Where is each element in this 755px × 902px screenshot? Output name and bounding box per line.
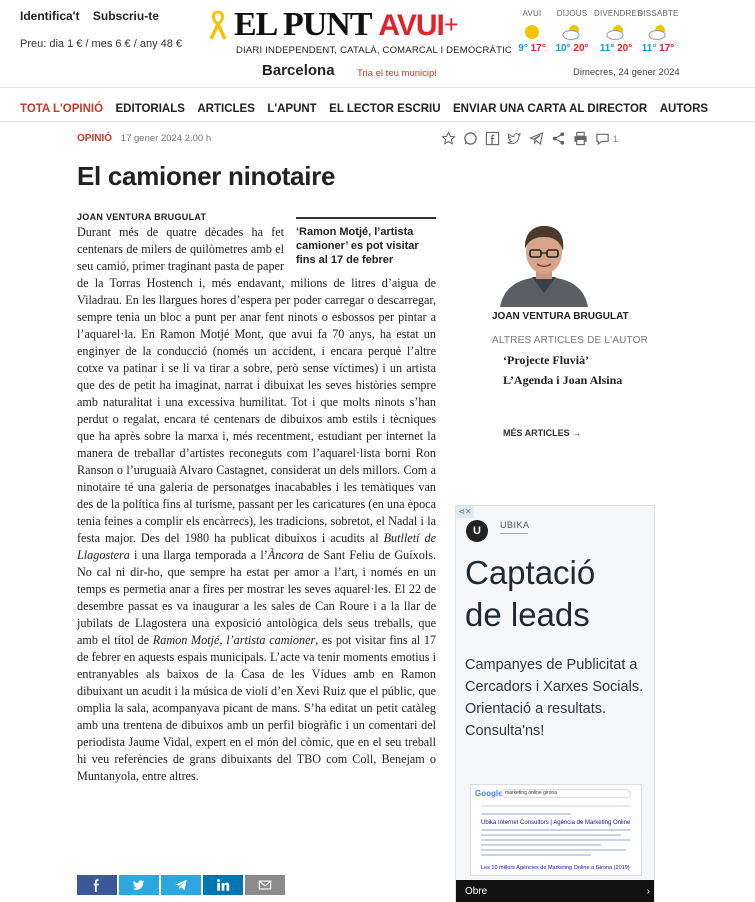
ad-banner[interactable] (455, 505, 655, 902)
weather-day (594, 9, 643, 54)
body-text: , es pot visitar fins al 17 de febrer en aquests espais municipals. L’acte va tenir moments emotius i entranyables als baixos de la Casa de les Vídues amb en Ramon dibuixant un acudit i la música de violí d’en Xevi Ruiz que el públic, que omplia la sala, acompanyava picant de mans. S’ha editat un petit catàleg amb una trentena de dibuixos amb un perfil biogràfic i un comentari del periodista Jaume Vidal, expert en el món del còmic, que en el seu treball hi veu referències de grans dibuixants del TBO com Coll, Benejam o Muntanyola, entre altres. (77, 633, 437, 783)
nav-item-editorials[interactable]: EDITORIALS (115, 103, 185, 115)
nav-item-articles[interactable]: ARTICLES (197, 103, 255, 115)
article-date: 17 gener 2024 2.00 h (120, 133, 212, 144)
article-title: El camioner ninotaire (77, 161, 336, 191)
nav-divider (0, 121, 755, 122)
linkedin-icon (216, 878, 230, 892)
more-articles-link[interactable]: MÉS ARTICLES → (503, 428, 582, 438)
print-icon[interactable] (573, 131, 588, 146)
body-emphasis: Ramon Motjé, l’artista camioner (152, 633, 316, 647)
partly-cloudy-icon (561, 23, 583, 41)
article-author[interactable]: JOAN VENTURA BRUGULAT (77, 212, 207, 222)
chevron-right-icon: › (646, 886, 650, 897)
weather-day-name: DISSABTE (637, 9, 679, 18)
comment-icon[interactable] (595, 131, 610, 146)
nav-item-reader-writes[interactable]: EL LECTOR ESCRIU (329, 103, 441, 115)
yellow-ribbon-icon (208, 10, 228, 40)
other-article-link[interactable]: L’Agenda i Joan Alsina (503, 373, 623, 387)
screenshot-result-title: Les 10 millors Agències de Marketing Online a Girona (2019) (481, 865, 630, 871)
nav-item-all-opinion[interactable]: TOTA L'OPINIÓ (20, 103, 104, 115)
sun-icon (521, 23, 543, 41)
city-name: Barcelona (262, 62, 335, 79)
share-icon[interactable] (551, 131, 566, 146)
ad-headline-line: Captació (465, 554, 596, 591)
temp-min: 10° (555, 43, 571, 54)
price-info: Preu: dia 1 € / mes 6 € / any 48 € (20, 38, 183, 50)
ad-search-screenshot (470, 784, 642, 876)
temp-max: 17° (659, 43, 675, 54)
sidebar-author-name[interactable]: JOAN VENTURA BRUGULAT (492, 311, 629, 322)
adchoices-icon[interactable]: ⊲✕ (456, 506, 474, 518)
comment-count: 1 (613, 133, 619, 144)
weather-day (636, 9, 680, 54)
screenshot-result-title: Ubika Internet Consultors | Agència de Marketing Online (481, 820, 631, 826)
ad-headline-line: de leads (465, 596, 590, 633)
logo-main: EL PUNT (234, 6, 379, 43)
weather-day (510, 9, 554, 54)
temp-max: 20° (617, 43, 633, 54)
email-share-button[interactable] (245, 875, 285, 895)
ad-headline (465, 552, 595, 636)
facebook-share-button[interactable] (77, 875, 117, 895)
section-label[interactable]: OPINIÓ (77, 133, 113, 144)
telegram-share-button[interactable] (161, 875, 201, 895)
article-meta (77, 133, 211, 144)
telegram-icon (174, 878, 188, 892)
ad-brand-underline (500, 533, 528, 534)
ad-open-label: Obre (465, 886, 488, 897)
facebook-icon[interactable] (485, 131, 500, 146)
bottom-share-bar (77, 875, 287, 895)
screenshot-search-bar: marketing online girona (501, 789, 631, 798)
body-text: Durant més de quatre dècades ha fet centenars de milers de quilòmetres amb el seu camió, primer traginant pasta de paper de la Torras Hostench i, més endavant, milions de litres d’aigua de Viladrau. En les llargues hores d’espera per poder carregar o descarregar, sempre tenia un bloc a punt per anar fent ninots o esbossos per pintar a l’aquarel·la. En Ramon Motjé Mont, que avui fa 70 anys, ha estat un enginyer de la conducció (només un accident, i encara perquè l’altre cotxe va patinar i se li va tirar a sobre, però sense víctimes) i un artista que des de petit ha imaginat, narrat i dibuixat les seves històries sempre amb naturalitat i una excessiva humilitat. Tot i que molts ninots s’han perdut o regalat, encara té centenars de dibuixos amb estils i tècniques que ha après sobre la marxa i, més recentment, estudiant per internet la manera de treballar d’artistes reconeguts com l’aquarel·lista borni Ron Ranson o l’uruguaià Alvaro Castagnet, considerat un dels millors. Com a ninotaire té una galeria de personatges inacabables i les temàtiques van des de la política fins al turisme, passant per les caricatures (en una època tenia feines a complir els encàrrecs), les tradicions, sobretot, el Nadal i la festa major. Des del 1980 ha publicat dibuixos i acudits al (77, 225, 436, 545)
current-date: Dimecres, 24 gener 2024 (573, 67, 680, 78)
logo-accent: AVUI (378, 9, 444, 42)
weather-day-name: DIJOUS (556, 9, 588, 18)
body-emphasis: Butlletí de Llagostera (77, 531, 436, 562)
ad-brand-name: UBIKA (500, 520, 530, 530)
whatsapp-icon[interactable] (463, 131, 478, 146)
other-articles-label: ALTRES ARTICLES DE L'AUTOR (492, 335, 649, 346)
ad-open-button[interactable] (456, 880, 655, 902)
body-emphasis: Àncora (267, 548, 304, 562)
other-article-link[interactable]: ‘Projecte Fluvià’ (503, 353, 590, 367)
header-account (20, 9, 182, 50)
partly-cloudy-icon (605, 23, 627, 41)
pull-quote: ‘Ramon Motjé, l’artista camioner’ es pot visitar fins al 17 de febrer (296, 217, 436, 267)
temp-min: 11° (641, 43, 657, 54)
linkedin-share-button[interactable] (203, 875, 243, 895)
opinion-nav (20, 99, 716, 117)
choose-municipality-link[interactable]: Tria el teu municipi (357, 68, 437, 79)
weather-day-name: DIVENDRES (594, 9, 643, 18)
mail-icon (258, 878, 272, 892)
body-text: de Sant Feliu de Guíxols. No cal ni dir-ho, que sempre ha estat per amor a l’art, i només en un temps es permetia anar a fires per mostrar les seves aquarel·les. El 22 de desembre passat es va inaugurar a les sales de Can Roure i a la llar de jubilats de Llagostera una exposició antològica dels seus treballs, que amb el títol de (77, 548, 437, 647)
facebook-icon (90, 878, 104, 892)
nav-item-apunt[interactable]: L'APUNT (267, 103, 317, 115)
ad-copy: Campanyes de Publicitat a Cercadors i Xarxes Socials. Orientació a resultats. Consulta'ns! (465, 657, 644, 739)
ubika-logo: U (466, 520, 488, 542)
temp-max: 17° (530, 43, 546, 54)
google-logo: Google (475, 789, 503, 798)
nav-item-send-letter[interactable]: ENVIAR UNA CARTA AL DIRECTOR (453, 103, 648, 115)
weather-day (550, 9, 594, 54)
article-body (77, 224, 436, 785)
subscribe-link[interactable]: Subscriu-te (92, 9, 159, 23)
tagline: DIARI INDEPENDENT, CATALÀ, COMARCAL I DEMOCRÀTIC (236, 45, 512, 56)
nav-item-authors[interactable]: AUTORS (659, 103, 709, 115)
author-photo[interactable] (492, 219, 596, 307)
twitter-icon (132, 878, 146, 892)
temp-min: 11° (599, 43, 615, 54)
twitter-icon[interactable] (507, 131, 522, 146)
twitter-share-button[interactable] (119, 875, 159, 895)
telegram-icon[interactable] (529, 131, 544, 146)
other-articles-list (503, 353, 643, 393)
login-link[interactable]: Identifica't (20, 9, 80, 23)
logo-plus: + (443, 10, 458, 39)
weather-day-name: AVUI (522, 9, 542, 18)
star-icon[interactable] (441, 131, 456, 146)
share-toolbar (441, 131, 618, 146)
partly-cloudy-icon (647, 23, 669, 41)
header-divider (0, 87, 755, 88)
temp-min: 9° (518, 43, 528, 54)
temp-max: 20° (573, 43, 589, 54)
body-text: i una llarga temporada a l’ (129, 548, 268, 562)
